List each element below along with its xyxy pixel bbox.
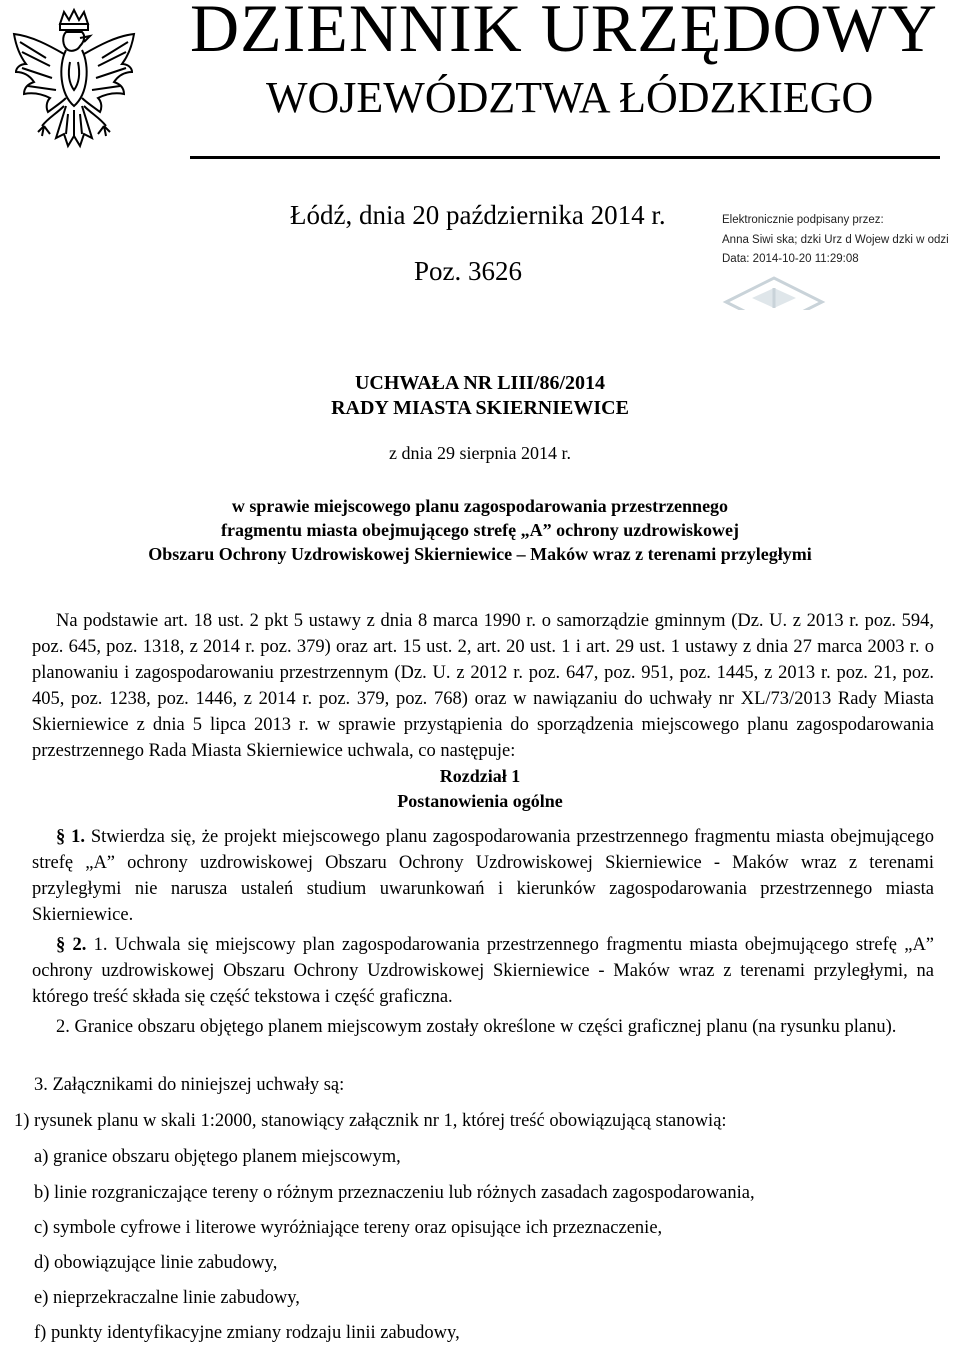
section-2-paragraph-2: 2. Granice obszaru objętego planem miejscowym zostały określone w części graficznej planu (na rysunku planu). (56, 1017, 897, 1037)
preamble: Na podstawie art. 18 ust. 2 pkt 5 ustawy z dnia 8 marca 1990 r. o samorządzie gminnym (Dz. U. z 2013 r. poz. 594, poz. 645, poz. 1318, z 2014 r. poz. 379) oraz art. 15 ust. 2, art. 20 ust. 1 i art. 29 ust. 1 ustawy z dnia 27 marca 2003 r. o planowaniu i zagospodarowaniu przestrzennym (Dz. U. z 2012 r. poz. 647, poz. 951, poz. 1445, z 2013 r. poz. 21, poz. 405, poz. 1238, poz. 1446, z 2014 r. poz. 379, poz. 768) oraz w nawiązaniu do uchwały nr XL/73/2013 Rady Miasta Skierniewice z dnia 5 lipca 2013 r. w sprawie przystąpienia do sporządzenia miejscowego planu zagospodarowania przestrzennego Rada Miasta Skierniewice uchwala, co następuje: (32, 611, 934, 761)
section-1-label: § 1. (56, 827, 85, 847)
resolution-date: z dnia 29 sierpnia 2014 r. (389, 443, 571, 463)
subject-line: fragmentu miasta obejmującego strefę „A” ochrony uzdrowiskowej (221, 520, 739, 540)
list-item: a) granice obszaru objętego planem miejscowym, (34, 1147, 401, 1167)
list-item: f) punkty identyfikacyjne zmiany rodzaju linii zabudowy, (34, 1323, 460, 1343)
signature-date: Data: 2014-10-20 11:29:08 (722, 253, 859, 265)
position-number: Poz. 3626 (414, 256, 522, 286)
chapter-number: Rozdział 1 (439, 766, 521, 786)
publication-date: Łódź, dnia 20 października 2014 r. (290, 200, 666, 230)
gazette-title: DZIENNIK URZĘDOWY (190, 0, 938, 66)
polish-eagle-emblem-icon (6, 6, 142, 166)
electronic-signature (722, 210, 958, 300)
list-item: d) obowiązujące linie zabudowy, (34, 1253, 278, 1273)
attachment-item-1: 1) rysunek planu w skali 1:2000, stanowiący załącznik nr 1, której treść obowiązującą stanowią: (14, 1111, 727, 1131)
signature-label: Elektronicznie podpisany przez: (722, 214, 884, 226)
section-2 (32, 932, 934, 1010)
section-2-text: 1. Uchwala się miejscowy plan zagospodarowania przestrzennego fragmentu miasta obejmującego strefę „A” ochrony uzdrowiskowej Obszaru Ochrony Uzdrowiskowej Skierniewice - Maków wraz z terenami przyległymi, na którego treść składa się część tekstowa i część graficzna. (32, 935, 935, 1007)
subject-line: w sprawie miejscowego planu zagospodarowania przestrzennego (231, 496, 729, 516)
list-item: b) linie rozgraniczające tereny o różnym przeznaczeniu lub różnych zasadach zagospodarowania, (34, 1183, 755, 1203)
section-1-text: Stwierdza się, że projekt miejscowego planu zagospodarowania przestrzennego fragmentu miasta obejmującego strefę „A” ochrony uzdrowiskowej Obszaru Ochrony Uzdrowiskowej Skierniewice - Maków wraz z terenami przyległymi nie narusza ustaleń studium uwarunkowań i kierunków zagospodarowania przestrzennego miasta Skierniewice. (32, 827, 934, 925)
subject-line: Obszaru Ochrony Uzdrowiskowej Skierniewice – Maków wraz z terenami przyległymi (148, 544, 812, 564)
section-2-label: § 2. (56, 935, 87, 955)
resolution-number: UCHWAŁA NR LIII/86/2014 (354, 372, 606, 394)
gazette-subtitle: WOJEWÓDZTWA ŁÓDZKIEGO (266, 73, 874, 122)
section-1 (32, 824, 934, 928)
section-2-paragraph-3: 3. Załącznikami do niniejszej uchwały są: (34, 1075, 345, 1095)
list-item: c) symbole cyfrowe i literowe wyróżniające tereny oraz opisujące ich przeznaczenie, (34, 1218, 663, 1238)
resolution-council: RADY MIASTA SKIERNIEWICE (331, 397, 629, 419)
chapter-title: Postanowienia ogólne (397, 791, 563, 811)
header-divider (190, 156, 940, 159)
list-item: e) nieprzekraczalne linie zabudowy, (34, 1288, 300, 1308)
signature-signer: Anna Siwi ska; dzki Urz d Wojew dzki w odzi (722, 234, 949, 246)
